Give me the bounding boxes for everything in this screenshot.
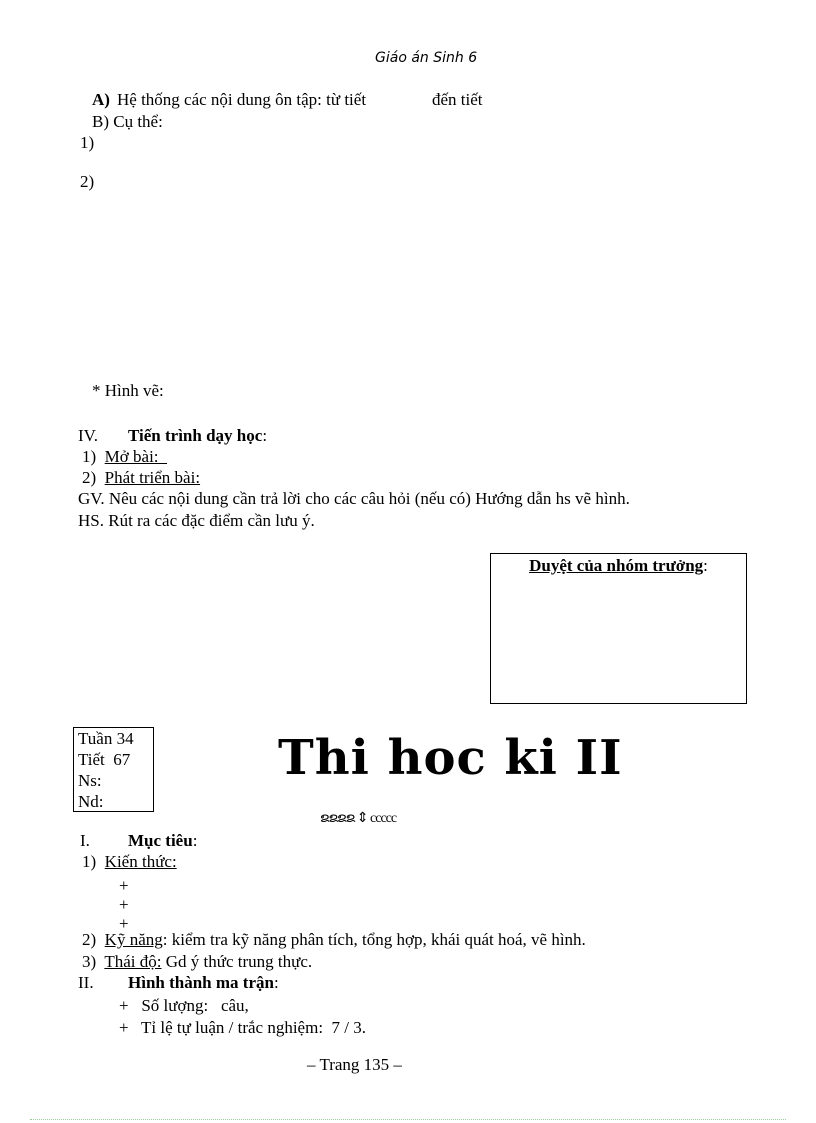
ns: Ns: xyxy=(78,771,102,790)
review-item-2: 2) xyxy=(80,172,95,191)
approval-colon: : xyxy=(703,556,708,575)
review-a-label: A) xyxy=(92,90,110,109)
matrix-bullet-1 xyxy=(119,996,249,1016)
review-item-1: 1) xyxy=(80,133,95,152)
review-b: B) Cụ thể: xyxy=(92,112,163,131)
page-footer: – Trang 135 – xyxy=(307,1055,402,1074)
section-iv-item-1 xyxy=(82,447,167,467)
ornament-divider: ຂຂຂຂ ⇕ ccccc xyxy=(320,811,397,826)
section-i-heading xyxy=(128,831,197,851)
knowledge-label: Kiến thức: xyxy=(104,852,177,871)
section-ii-num: II. xyxy=(78,973,94,992)
period: Tiết 67 xyxy=(78,750,131,769)
section-iv-title: Tiến trình dạy học xyxy=(128,426,263,445)
approval-title: Duyệt của nhóm trưởng xyxy=(529,556,704,575)
gv-text: GV. Nêu các nội dung cần trả lời cho các câu hỏi (nếu có) Hướng dẫn hs vẽ hình. xyxy=(78,489,630,508)
section-iv-colon: : xyxy=(262,426,268,445)
section-i-title: Mục tiêu xyxy=(128,831,193,850)
bullet-mark: + xyxy=(119,996,129,1015)
knowledge-bullet: + xyxy=(119,895,129,914)
knowledge-bullet: + xyxy=(119,876,129,895)
nd: Nd: xyxy=(78,792,104,811)
section-ii-heading xyxy=(128,973,279,993)
bullet-text: Tỉ lệ tự luận / trắc nghiệm: 7 / 3. xyxy=(141,1018,367,1037)
item-num: 2) xyxy=(82,930,97,949)
colon: : xyxy=(273,973,279,992)
knowledge-row xyxy=(82,852,177,872)
attitude-text: Gd ý thức trung thực. xyxy=(161,952,313,971)
bullet-text: Số lượng: câu, xyxy=(141,996,249,1015)
item-num: 2) xyxy=(82,468,97,487)
skills-label: Kỹ năng xyxy=(104,930,163,949)
approval-box xyxy=(490,553,747,704)
section-iv-heading xyxy=(128,426,267,446)
matrix-bullet-2 xyxy=(119,1018,366,1038)
item-label: Phát triển bài: xyxy=(104,468,201,487)
info-box xyxy=(73,727,154,812)
hs-text: HS. Rút ra các đặc điểm cần lưu ý. xyxy=(78,511,315,530)
colon: : xyxy=(192,831,198,850)
review-a-to: đến tiết xyxy=(432,90,483,109)
approval-title-row xyxy=(491,556,746,576)
item-label: Mở bài: xyxy=(104,447,168,466)
skills-text: : kiểm tra kỹ năng phân tích, tổng hợp, khái quát hoá, vẽ hình. xyxy=(162,930,586,949)
section-iv-num: IV. xyxy=(78,426,98,445)
bullet-mark: + xyxy=(119,1018,129,1037)
section-iv-item-2 xyxy=(82,468,200,488)
section-ii-title: Hình thành ma trận xyxy=(128,973,274,992)
attitude-row xyxy=(82,952,312,972)
skills-row xyxy=(82,930,586,950)
item-num: 1) xyxy=(82,447,97,466)
page-boundary xyxy=(30,1119,786,1120)
item-num: 1) xyxy=(82,852,97,871)
lesson-title: Thi hoc ki II xyxy=(278,730,623,786)
section-i-num: I. xyxy=(80,831,90,850)
knowledge-bullet: + xyxy=(119,914,129,933)
item-num: 3) xyxy=(82,952,97,971)
week: Tuần 34 xyxy=(78,729,134,748)
page-header: Giáo án Sinh 6 xyxy=(375,50,478,66)
attitude-label: Thái độ: xyxy=(104,952,162,971)
review-a-text: Hệ thống các nội dung ôn tập: từ tiết xyxy=(117,90,367,109)
drawing-label: * Hình vẽ: xyxy=(92,381,164,400)
